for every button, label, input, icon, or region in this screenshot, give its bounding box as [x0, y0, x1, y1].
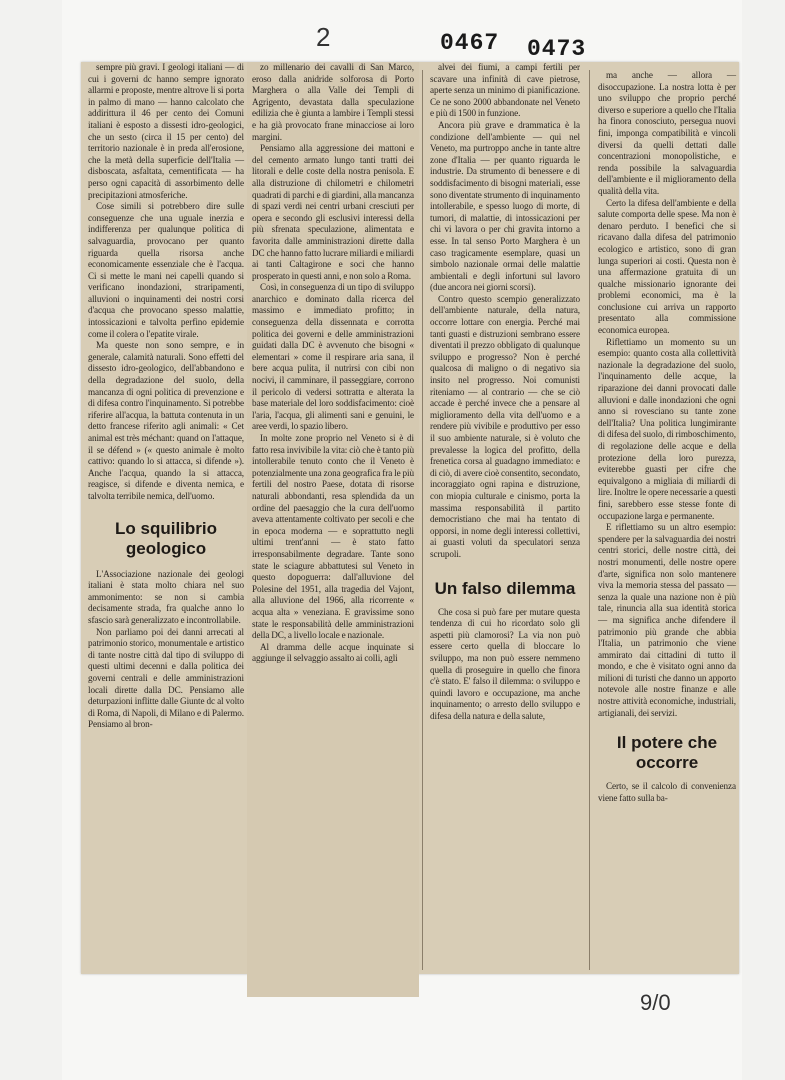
paragraph: Certo la difesa dell'ambiente e della salute comporta delle spese. Ma non è denaro perduto. I benefici che si ricavano dalla difesa del patrimonio ecologico e artistico, sono di gran lunga superiori ai costi. Questa non è una affermazione gratuita di un qualche missionario ignorante dei problemi economici, ma è la conclusione cui arriva un rapporto presentato alla commissione economica europea. [598, 197, 736, 336]
paragraph: sempre più gravi. I geologi italiani — di cui i governi dc hanno sempre ignorato allarmi e proposte, mentre altrove li si porta in palmo di mano — hanno calcolato che addirittura il 46 per cento dei Comuni italiani è esposto a dissesti idro-geologici, che un sesto (circa il 15 per cento) del territorio nazionale è in preda all'erosione, che la metà della superficie dell'Italia — disboscata, asfaltata, cementificata — ha perso ogni capacità di assorbimento delle precipitazioni atmosferiche. [88, 62, 244, 200]
column-rule [422, 70, 423, 970]
paragraph: Certo, se il calcolo di convenienza viene fatto sulla ba- [598, 781, 736, 803]
paragraph: Pensiamo alla aggressione dei mattoni e del cemento armato lungo tanti tratti dei litorali e delle coste della nostra penisola. E alla distruzione di chilometri e chilometri quadrati di parchi e di giardini, alla mancanza di spazi verdi nei centri urbani cresciuti per opera e secondo gli esclusivi interessi della più sfrenata speculazione, alimentata e favorita dalle amministrazioni dirette dalla DC che hanno fatto lucrare miliardi e miliardi ai tanti Caltagirone e soci che hanno prosperato in questi anni, e non solo a Roma. [252, 143, 414, 281]
article-column-1 [83, 62, 249, 974]
paragraph: Cose simili si potrebbero dire sulle conseguenze che una uguale inerzia e indifferenza per qualunque politica di salvaguardia, provocano per quanto riguarda quella risorsa anche economicamente essenziale che è l'acqua. Ci si mette le mani nei capelli quando si verificano inondazioni, straripamenti, alluvioni o inquinamenti dei nostri corsi d'acqua che provocano spesso malattie, intossicazioni e talvolta perfino epidemie come il colera o l'epatite virale. [88, 201, 244, 339]
section-heading: Un falso dilemma [434, 578, 576, 598]
archive-number-1: 0467 [440, 30, 500, 56]
paragraph: Contro questo scempio generalizzato dell'ambiente naturale, della natura, occorre lottare con energia. Perché mai tanti guasti e distruzioni sembrano essere diventati il prezzo obbligato di qualunque sviluppo e progresso? Non è perché qualcosa di maligno o di negativo sia insito nel progresso. Noi comunisti riteniamo — al contrario — che se ciò accade è perché invece che a pensare al miglioramento della vita dell'uomo e a rendere più vivibile e produttivo per esso il suo ambiente naturale, si è voluto che prevalesse la logica del profitto, della frenetica corsa al guadagno immediato: e di ciò, di avere cioè consentito, secondato, incoraggiato ogni rapina e distruzione, con miopia culturale e cinismo, porta la massima responsabilità il partito democristiano che mai ha tentato di opporsi, in nome degli interessi collettivi, ai guasti voluti da speculatori senza scrupoli. [430, 293, 580, 559]
paragraph: Così, in conseguenza di un tipo di sviluppo anarchico e dominato dalla ricerca del massimo e immediato profitto; in conseguenza della dissennata e corrotta politica dei governi e delle amministrazioni guidati dalla DC è avvenuto che bisogni « elementari » come il respirare aria sana, il bere acqua pulita, il nutrirsi con cibi non nocivi, il camminare, il passeggiare, corrono il pericolo di vedersi sottratta e alterata la base materiale del loro soddisfacimento: cioè l'aria, l'acqua, gli alimenti sani e genuini, le aree verdi, lo spazio libero. [252, 282, 414, 432]
paragraph: Ma queste non sono sempre, e in generale, calamità naturali. Sono effetti del dissesto idro-geologico, dell'abbandono e della degradazione del suolo, della mancanza di ogni politica di prevenzione e di difesa contro l'inquinamento. Si potrebbe riferire all'acqua, la battuta contenuta in un detto francese riferito agli animali: « Cet animal est très méchant: quand on l'attaque, il se défend » (« questo animale è molto cattivo: quando lo si attacca, si difende »). Anche l'acqua, quando la si attacca, reagisce, si difende e diventa nemica, e talvolta terribile nemica, dell'uomo. [88, 340, 244, 501]
article-column-4 [593, 70, 741, 974]
paragraph: L'Associazione nazionale dei geologi italiani è stata molto chiara nel suo ammonimento: se non si cambia decisamente strada, fra qualche anno lo sfascio sarà generalizzato e incontrollabile. [88, 568, 244, 625]
column-rule [589, 70, 590, 970]
paragraph: Al dramma delle acque inquinate si aggiunge il selvaggio assalto ai colli, agli [252, 641, 414, 664]
paragraph: E riflettiamo su un altro esempio: spendere per la salvaguardia dei nostri centri storici, delle nostre città, dei nostri monumenti, delle nostre opere d'arte, significa non solo mantenere viva la memoria stessa del passato — senza la quale una nazione non è più tale, rinuncia alla sua identità storica — ma significa anche difendere il patrimonio più grande che abbia l'Italia, un patrimonio che viene ammirato dai cittadini di tutto il mondo, e che è visitato ogni anno da milioni di turisti che danno un apporto notevole alle nostre finanze e alle nostre attività economiche, industriali, artigianali, dei servizi. [598, 522, 736, 718]
handwritten-footer-mark: 9/0 [640, 990, 671, 1015]
paragraph: Riflettiamo un momento su un esempio: quanto costa alla collettività nazionale la degradazione del suolo, l'inquinamento delle acque, la riparazione dei danni provocati dalle alluvioni e dalle inondazioni che ogni anno si rovesciano su tante zone dell'Italia? Una politica lungimirante di difesa del suolo, di rimboschimento, di regolazione delle acque e della protezione della loro purezza, eviterebbe guasti per cifre che equivalgono a migliaia di miliardi di lire. Inoltre le opere necessarie a questi fini, sarebbero esse stesse fonte di occupazione larga e permanente. [598, 336, 736, 521]
section-heading: Lo squilibrio geologico [115, 518, 217, 558]
article-column-2 [247, 62, 419, 997]
paragraph: Ancora più grave e drammatica è la condizione dell'ambiente — qui nel Veneto, ma purtroppo anche in tante altre zone d'Italia — per quanto riguarda le industrie. Da strumento di benessere e di soddisfacimento di bisogni materiali, esse sono diventate strumento di inquinamento intollerabile, e spesso luogo di morte, di tumori, di malattie, di intossicazioni per chi vi lavora o per chi gravita intorno a esse. In tal senso Porto Marghera è un caso tragicamente esemplare, quasi un simbolo nazionale ormai delle malattie ambientali e degli infortuni sul lavoro (due ancora nei giorni scorsi). [430, 119, 580, 293]
handwritten-page-number: 2 [316, 22, 331, 52]
paragraph: alvei dei fiumi, a campi fertili per scavare una infinità di cave pietrose, aperte senza un minimo di pianificazione. Ce ne sono 2000 abbandonate nel Veneto e più di 1500 in funzione. [430, 62, 580, 119]
article-column-3 [425, 62, 585, 974]
paragraph: zo millenario dei cavalli di San Marco, eroso dalla anidride solforosa di Porto Marghera o alla Valle dei Templi di Agrigento, devastata dalla speculazione edilizia che è giunta a lambire i Templi stessi e ha già provocato frane minacciose ai loro margini. [252, 62, 414, 142]
newspaper-clipping [81, 62, 739, 974]
paragraph: Non parliamo poi dei danni arrecati al patrimonio storico, monumentale e artistico di tante nostre città dal tipo di sviluppo di questi ultimi decenni e dalla politica dei governi centrali e delle amministrazioni locali dirette dalla DC. Pensiamo alle deturpazioni inflitte dalle Giunte dc al volto di Roma, di Napoli, di Milano e di Palermo. Pensiamo al bron- [88, 626, 244, 730]
paragraph: In molte zone proprio nel Veneto si è di fatto resa invivibile la vita: ciò che è tanto più intollerabile tenuto conto che il Veneto è potenzialmente una zona geografica fra le più fertili del nostro Paese, dotata di risorse naturali abbondanti, resa splendida da un ordine del paesaggio che la cura dell'uomo aveva attentamente coltivato per secoli e che in epoca moderna — e soprattutto negli ultimi trent'anni — è stato fatto irresponsabilmente degradare. Tante sono state le sciagure abbattutesi sul Veneto in questo dopoguerra: dall'alluvione del Polesine del 1951, alla tragedia del Vajont, alla alluvione del 1966, alla ricorrente « acqua alta » veneziana. E gravissime sono state le responsabilità delle amministrazioni della DC, a livello locale e nazionale. [252, 433, 414, 641]
section-heading: Il potere che occorre [616, 733, 718, 773]
paragraph: ma anche — allora — disoccupazione. La nostra lotta è per uno sviluppo che proprio perché diverso e superiore a quello che l'Italia ha finora conosciuto, persegua nuovi fini, imponga compatibilità e vincoli diversi da quelli dettati dalle concentrazioni monopolistiche, e renda possibile la salvaguardia dell'ambiente e il miglioramento della qualità della vita. [598, 70, 736, 196]
paragraph: Che cosa si può fare per mutare questa tendenza di cui ho ricordato solo gli aspetti più clamorosi? La via non può essere certo quella di bloccare lo sviluppo, ma non può essere nemmeno quella di proseguire in quello che finora c'è stato. E' falso il dilemma: o sviluppo e quindi lavoro e occupazione, ma anche inquinamento; o arresto dello sviluppo e difesa della natura e della salute, [430, 606, 580, 721]
archive-number-2: 0473 [527, 36, 587, 62]
